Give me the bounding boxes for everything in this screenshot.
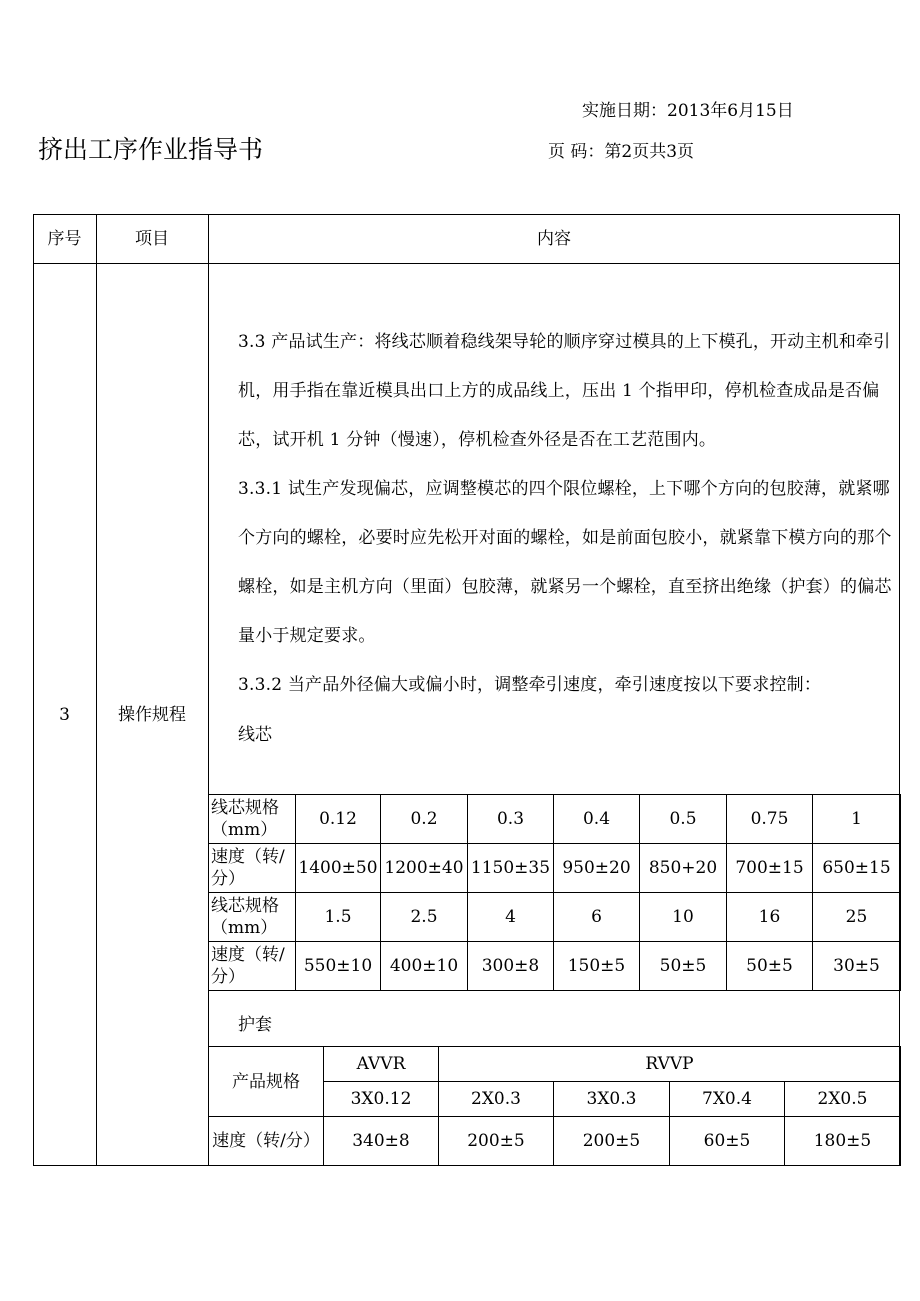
core-value-cell: 1400±50 (296, 844, 381, 893)
core-value-cell: 1150±35 (468, 844, 554, 893)
col-divider-2 (208, 214, 209, 1166)
core-value-cell: 550±10 (296, 942, 381, 991)
sheath-group-avvr: AVVR (324, 1047, 439, 1082)
core-row-label: 线芯规格（mm） (209, 893, 296, 942)
sheath-speed-cell: 200±5 (439, 1117, 554, 1166)
core-value-cell: 4 (468, 893, 554, 942)
sheath-speed-table (208, 1046, 901, 1166)
col-header-content: 内容 (537, 228, 571, 249)
sheath-spec-cell: 3X0.3 (554, 1082, 670, 1117)
core-table-row (209, 893, 901, 942)
core-value-cell: 1 (813, 795, 901, 844)
core-table-row (209, 844, 901, 893)
core-value-cell: 0.3 (468, 795, 554, 844)
core-value-cell: 0.12 (296, 795, 381, 844)
core-value-cell: 950±20 (554, 844, 640, 893)
col-header-number: 序号 (47, 228, 82, 249)
sheath-speed-label: 速度（转/分） (209, 1117, 324, 1166)
core-value-cell: 1.5 (296, 893, 381, 942)
core-value-cell: 25 (813, 893, 901, 942)
core-value-cell: 0.4 (554, 795, 640, 844)
core-value-cell: 400±10 (381, 942, 468, 991)
implementation-date: 实施日期：2013年6月15日 (582, 101, 794, 121)
core-row-label: 线芯规格（mm） (209, 795, 296, 844)
document-title: 挤出工序作业指导书 (38, 135, 264, 164)
core-value-cell: 30±5 (813, 942, 901, 991)
core-table-row (209, 942, 901, 991)
core-label: 线芯 (238, 725, 272, 745)
sheath-speed-cell: 340±8 (324, 1117, 439, 1166)
core-value-cell: 1200±40 (381, 844, 468, 893)
sheath-spec-cell: 7X0.4 (670, 1082, 785, 1117)
sheath-spec-cell: 2X0.5 (785, 1082, 901, 1117)
core-value-cell: 650±15 (813, 844, 901, 893)
sheath-spec-cell: 3X0.12 (324, 1082, 439, 1117)
sheath-group-rvvp: RVVP (439, 1047, 901, 1082)
core-value-cell: 700±15 (727, 844, 813, 893)
core-value-cell: 0.75 (727, 795, 813, 844)
core-row-label: 速度（转/分） (209, 942, 296, 991)
core-value-cell: 16 (727, 893, 813, 942)
core-value-cell: 6 (554, 893, 640, 942)
paragraph-3-3-2: 3.3.2 当产品外径偏大或偏小时，调整牵引速度，牵引速度按以下要求控制： (238, 675, 822, 695)
sheath-speed-cell: 200±5 (554, 1117, 670, 1166)
paragraph-3-3-1: 3.3.1 试生产发现偏芯，应调整模芯的四个限位螺栓，上下哪个方向的包胶薄，就紧哪个方向的螺栓，必要时应先松开对面的螺栓，如是前面包胶小，就紧靠下模方向的那个螺栓，如是主机方向（里面）包胶薄，就紧另一个螺栓，直至挤出绝缘（护套）的偏芯量小于规定要求。 (238, 479, 892, 646)
paragraph-3-3: 3.3 产品试生产：将线芯顺着稳线架导轮的顺序穿过模具的上下模孔，开动主机和牵引机，用手指在靠近模具出口上方的成品线上，压出 1 个指甲印，停机检查成品是否偏芯，试开机 1 分钟（慢速），停机检查外径是否在工艺范围内。 (238, 332, 891, 450)
core-value-cell: 150±5 (554, 942, 640, 991)
core-value-cell: 0.2 (381, 795, 468, 844)
row-item: 操作规程 (118, 704, 186, 725)
core-value-cell: 2.5 (381, 893, 468, 942)
core-value-cell: 50±5 (727, 942, 813, 991)
sheath-speed-cell: 60±5 (670, 1117, 785, 1166)
col-header-item: 项目 (135, 228, 169, 249)
core-row-label: 速度（转/分） (209, 844, 296, 893)
sheath-spec-cell: 2X0.3 (439, 1082, 554, 1117)
core-value-cell: 10 (640, 893, 727, 942)
sheath-label: 护套 (238, 1015, 272, 1035)
core-value-cell: 850+20 (640, 844, 727, 893)
sheath-speed-cell: 180±5 (785, 1117, 901, 1166)
core-speed-table (208, 794, 901, 991)
page-number: 页 码：第2页共3页 (548, 142, 695, 162)
core-value-cell: 50±5 (640, 942, 727, 991)
sheath-spec-label: 产品规格 (209, 1047, 324, 1117)
row-number: 3 (59, 704, 70, 725)
core-value-cell: 0.5 (640, 795, 727, 844)
core-table-row (209, 795, 901, 844)
core-value-cell: 300±8 (468, 942, 554, 991)
